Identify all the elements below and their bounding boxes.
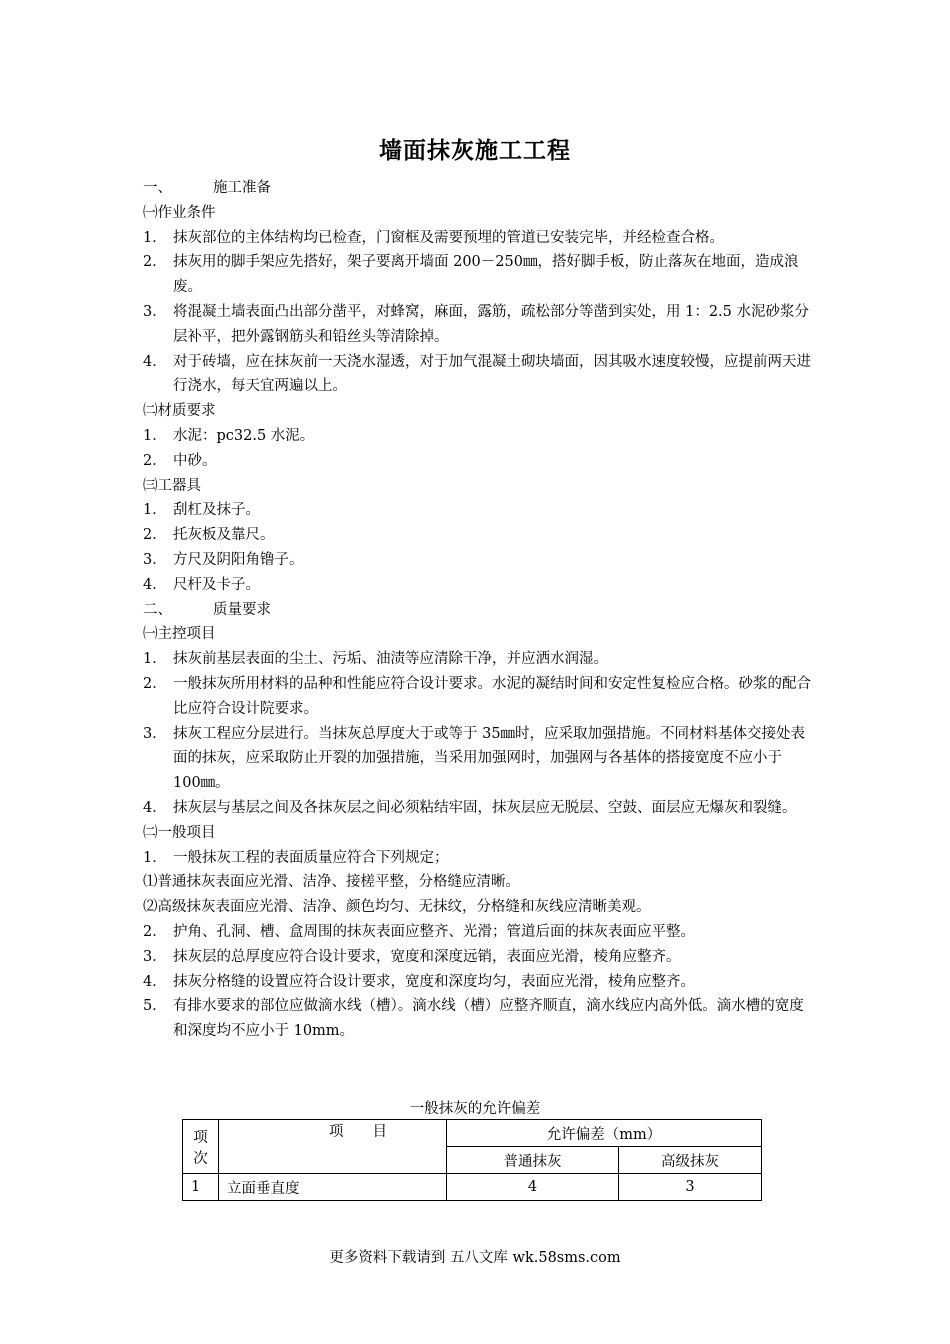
item-number: 4． bbox=[143, 799, 167, 816]
list-item bbox=[143, 994, 843, 1044]
item-number: 4． bbox=[143, 973, 167, 990]
section-heading bbox=[143, 598, 843, 623]
subsection-heading: ㈡材质要求 bbox=[143, 403, 216, 420]
item-number: 1． bbox=[143, 229, 167, 246]
cell-index: 1 bbox=[183, 1174, 219, 1201]
item-number: 3． bbox=[143, 725, 167, 742]
list-item bbox=[143, 498, 843, 523]
header-cell-deviation: 允许偏差（mm） bbox=[447, 1120, 762, 1147]
list-item bbox=[143, 226, 843, 251]
list-item bbox=[143, 523, 843, 548]
item-number: 3． bbox=[143, 948, 167, 965]
list-item bbox=[143, 672, 843, 722]
section-label: 质量要求 bbox=[213, 601, 271, 618]
list-item bbox=[143, 647, 843, 672]
cell-normal: 4 bbox=[447, 1174, 619, 1201]
item-text: 抹灰分格缝的设置应符合设计要求，宽度和深度均匀，表面应光滑，棱角应整齐。 bbox=[173, 973, 695, 990]
section-number: 一、 bbox=[143, 180, 172, 196]
item-number: 2． bbox=[143, 452, 167, 469]
header-cell-high: 高级抹灰 bbox=[619, 1147, 762, 1174]
header-cell-index bbox=[183, 1120, 219, 1174]
table-row bbox=[183, 1174, 762, 1201]
item-text: 抹灰部位的主体结构均已检查，门窗框及需要预埋的管道已安装完毕，并经检查合格。 bbox=[173, 229, 724, 246]
paragraph: ⑴普通抹灰表面应光滑、洁净、接槎平整，分格缝应清晰。 bbox=[143, 874, 520, 891]
item-text: 抹灰前基层表面的尘土、污垢、油渍等应清除干净，并应洒水润湿。 bbox=[173, 651, 608, 668]
item-number: 3． bbox=[143, 551, 167, 568]
table-header-row bbox=[183, 1120, 762, 1147]
item-text: 中砂。 bbox=[173, 452, 217, 469]
header-cell-item bbox=[219, 1120, 447, 1174]
item-text: 托灰板及靠尺。 bbox=[173, 527, 275, 544]
list-item bbox=[143, 573, 843, 598]
list-item bbox=[143, 796, 843, 821]
list-item bbox=[143, 846, 843, 871]
deviation-table bbox=[182, 1119, 762, 1201]
item-text: 有排水要求的部位应做滴水线（槽）。滴水线（槽）应整齐顺直，滴水线应内高外低。滴水槽的宽度和深度均不应小于 10mm。 bbox=[173, 998, 804, 1040]
item-text: 刮杠及抹子。 bbox=[173, 502, 260, 519]
header-item-label: 项 目 bbox=[329, 1124, 387, 1140]
subsection-heading: ㈠作业条件 bbox=[143, 204, 216, 221]
list-item bbox=[143, 970, 843, 995]
header-index-line-2: 次 bbox=[193, 1150, 208, 1167]
item-text: 将混凝土墙表面凸出部分凿平，对蜂窝，麻面，露筋，疏松部分等凿到实处，用 1：2.5 水泥砂浆分层补平，把外露钢筋头和铅丝头等清除掉。 bbox=[173, 303, 809, 345]
list-item bbox=[143, 424, 843, 449]
paragraph: ⑵高级抹灰表面应光滑、洁净、颜色均匀、无抹纹，分格缝和灰线应清晰美观。 bbox=[143, 899, 651, 916]
item-text: 护角、孔洞、槽、盒周围的抹灰表面应整齐、光滑；管道后面的抹灰表面应平整。 bbox=[173, 923, 695, 940]
section-label: 施工准备 bbox=[213, 180, 271, 196]
list-item bbox=[143, 250, 843, 300]
header-index-line-1: 项 bbox=[193, 1129, 208, 1146]
list-item bbox=[143, 920, 843, 945]
item-number: 4． bbox=[143, 576, 167, 593]
item-text: 一般抹灰所用材料的品种和性能应符合设计要求。水泥的凝结时间和安定性复检应合格。砂浆的配合比应符合设计院要求。 bbox=[173, 675, 811, 717]
item-text: 水泥：pc32.5 水泥。 bbox=[173, 427, 315, 444]
item-text: 尺杆及卡子。 bbox=[173, 576, 260, 593]
item-number: 2． bbox=[143, 254, 167, 271]
item-text: 抹灰用的脚手架应先搭好，架子要离开墙面 200－250㎜，搭好脚手板，防止落灰在地面，造成浪废。 bbox=[173, 254, 799, 296]
table-caption: 一般抹灰的允许偏差 bbox=[409, 1101, 541, 1117]
item-number: 2． bbox=[143, 527, 167, 544]
item-number: 3． bbox=[143, 303, 167, 320]
document-body bbox=[143, 176, 843, 1044]
item-number: 1． bbox=[143, 651, 167, 668]
item-text: 抹灰工程应分层进行。当抹灰总厚度大于或等于 35㎜时，应采取加强措施。不同材料基体交接处表面的抹灰，应采取防止开裂的加强措施，当采用加强网时，加强网与各基体的搭接宽度不应小于 100㎜。 bbox=[173, 725, 806, 792]
subsection-heading: ㈡一般项目 bbox=[143, 824, 216, 841]
item-number: 4． bbox=[143, 353, 167, 370]
list-item bbox=[143, 722, 843, 796]
list-item bbox=[143, 945, 843, 970]
list-item bbox=[143, 350, 843, 400]
header-cell-normal: 普通抹灰 bbox=[447, 1147, 619, 1174]
item-text: 方尺及阴阳角镥子。 bbox=[173, 551, 304, 568]
item-number: 1． bbox=[143, 849, 167, 866]
cell-item: 立面垂直度 bbox=[219, 1174, 447, 1201]
item-text: 一般抹灰工程的表面质量应符合下列规定； bbox=[173, 849, 449, 866]
item-text: 抹灰层与基层之间及各抹灰层之间必须粘结牢固，抹灰层应无脱层、空鼓、面层应无爆灰和裂缝。 bbox=[173, 799, 797, 816]
item-number: 1． bbox=[143, 427, 167, 444]
document-title: 墙面抹灰施工工程 bbox=[379, 138, 571, 164]
list-item bbox=[143, 548, 843, 573]
cell-high: 3 bbox=[619, 1174, 762, 1201]
section-number: 二、 bbox=[143, 601, 172, 618]
subsection-heading: ㈠主控项目 bbox=[143, 626, 216, 643]
subsection-heading: ㈢工器具 bbox=[143, 477, 201, 494]
item-number: 5． bbox=[143, 998, 167, 1015]
item-number: 2． bbox=[143, 923, 167, 940]
item-text: 对于砖墙，应在抹灰前一天浇水湿透，对于加气混凝土砌块墙面，因其吸水速度较慢，应提前两天进行浇水，每天宜两遍以上。 bbox=[173, 353, 811, 395]
item-number: 2． bbox=[143, 675, 167, 692]
item-text: 抹灰层的总厚度应符合设计要求，宽度和深度远销，表面应光滑，棱角应整齐。 bbox=[173, 948, 681, 965]
section-heading bbox=[143, 176, 843, 201]
list-item bbox=[143, 449, 843, 474]
item-number: 1． bbox=[143, 502, 167, 519]
list-item bbox=[143, 300, 843, 350]
footer-text: 更多资料下载请到 五八文库 wk.58sms.com bbox=[329, 1250, 621, 1266]
